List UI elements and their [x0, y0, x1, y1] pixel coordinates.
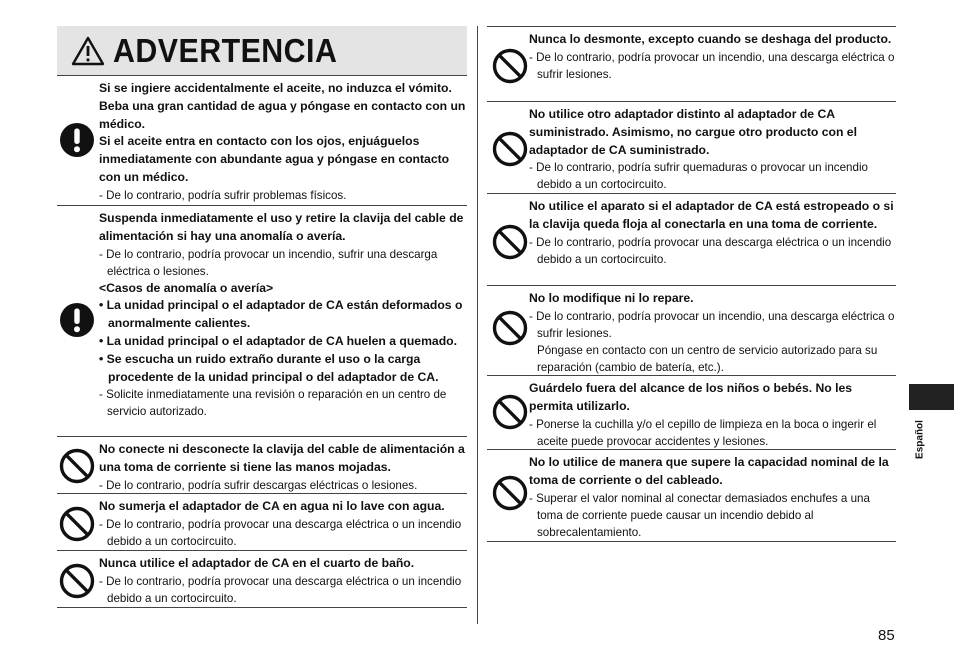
language-label-text: Español [914, 420, 926, 459]
prohibition-icon [492, 310, 528, 346]
consequence-note: - De lo contrario, podría sufrir problemas físicos. [99, 188, 347, 202]
warning-text: No utilice otro adaptador distinto al adaptador de CA suministrado. Asimismo, no cargue otro producto con el adaptador de CA suministrado. [529, 107, 857, 157]
warning-text: No lo utilice de manera que supere la capacidad nominal de la toma de corriente o del cableado. [529, 455, 889, 487]
consequence-note: - De lo contrario, podría provocar una descarga eléctrica o un incendio debido a un cortocircuito. [99, 517, 462, 548]
language-label [914, 418, 926, 466]
consequence-note: - De lo contrario, podría sufrir quemaduras o provocar un incendio debido a un cortocircuito. [529, 161, 868, 192]
warning-text: Guárdelo fuera del alcance de los niños o bebés. No les permita utilizarlo. [529, 381, 853, 413]
warning-text: No sumerja el adaptador de CA en agua ni lo lave con agua. [99, 499, 445, 513]
anomaly-cases-heading: <Casos de anomalía o avería> [99, 280, 274, 295]
page-title: ADVERTENCIA [113, 31, 338, 69]
anomaly-case-item: • La unidad principal o el adaptador de CA huelen a quemado. [99, 333, 457, 348]
warning-text: No conecte ni desconecte la clavija del cable de alimentación a una toma de corriente si tiene las manos mojadas. [99, 442, 465, 474]
exclamation-circle-icon [59, 302, 95, 338]
warning-triangle-icon [71, 36, 105, 66]
language-tab-marker [909, 384, 954, 410]
column-divider [477, 26, 478, 624]
right-column [487, 26, 896, 542]
warning-section-disassemble [487, 27, 896, 102]
warning-text: No utilice el aparato si el adaptador de CA está estropeado o si la clavija queda floja al conectarla en una toma de corriente. [529, 199, 894, 231]
consequence-note: - Ponerse la cuchilla y/o el cepillo de limpieza en la boca o ingerir el aceite puede provocar accidentes y lesiones. [529, 417, 877, 448]
warning-text: Si el aceite entra en contacto con los ojos, enjuáguelos inmediatamente con abundante agua y póngase en contacto con un médico. [99, 134, 450, 184]
warning-section-anomaly [57, 206, 467, 437]
warning-text: Nunca utilice el adaptador de CA en el cuarto de baño. [99, 556, 415, 570]
consequence-note: - De lo contrario, podría provocar un incendio, una descarga eléctrica o sufrir lesiones. [529, 50, 895, 81]
left-column [57, 26, 467, 608]
consequence-note: - De lo contrario, podría provocar un incendio, sufrir una descarga eléctrica o lesiones. [99, 247, 438, 278]
anomaly-case-item: • Se escucha un ruido extraño durante el uso o la carga procedente de la unidad principal o del adaptador de CA. [99, 351, 439, 384]
consequence-note: - De lo contrario, podría sufrir descargas eléctricas o lesiones. [99, 478, 418, 492]
anomaly-case-item: • La unidad principal o el adaptador de CA están deformados o anormalmente calientes. [99, 298, 463, 331]
prohibition-icon [492, 131, 528, 167]
warning-section-children [487, 376, 896, 450]
consequence-note: - Solicite inmediatamente una revisión o reparación en un centro de servicio autorizado. [99, 388, 447, 419]
prohibition-icon [492, 475, 528, 511]
page-number: 85 [878, 627, 895, 644]
prohibition-icon [59, 506, 95, 542]
warning-section-bathroom [57, 551, 467, 608]
warning-section-damaged-adapter [487, 194, 896, 286]
warning-text: Nunca lo desmonte, excepto cuando se deshaga del producto. [529, 32, 892, 46]
warning-section-modify [487, 286, 896, 376]
warning-section-overload [487, 450, 896, 542]
prohibition-icon [492, 224, 528, 260]
warning-section-ingestion [57, 76, 467, 206]
exclamation-circle-icon [59, 122, 95, 158]
warning-section-other-adapter [487, 102, 896, 194]
prohibition-icon [59, 448, 95, 484]
warning-text: Si se ingiere accidentalmente el aceite, no induzca el vómito. Beba una gran cantidad de agua y póngase en contacto con un médico. [99, 81, 466, 131]
consequence-note: - De lo contrario, podría provocar una descarga eléctrica o un incendio debido a un cortocircuito. [529, 235, 892, 266]
prohibition-icon [492, 48, 528, 84]
consequence-note: - De lo contrario, podría provocar una descarga eléctrica o un incendio debido a un cortocircuito. [99, 574, 462, 605]
warning-title-bar [57, 26, 467, 76]
warning-section-wet-hands [57, 437, 467, 494]
warning-section-submerge [57, 494, 467, 551]
prohibition-icon [492, 394, 528, 430]
warning-text: No lo modifique ni lo repare. [529, 291, 694, 305]
consequence-note: - Superar el valor nominal al conectar demasiados enchufes a una toma de corriente puede causar un incendio debido al sobrecalentamiento. [529, 491, 870, 539]
consequence-note: - De lo contrario, podría provocar un incendio, una descarga eléctrica o sufrir lesiones. [529, 309, 895, 340]
service-note: Póngase en contacto con un centro de servicio autorizado para su reparación (cambio de batería, etc.). [537, 343, 878, 374]
warning-text: Suspenda inmediatamente el uso y retire la clavija del cable de alimentación si hay una anomalía o avería. [99, 211, 464, 243]
prohibition-icon [59, 563, 95, 599]
